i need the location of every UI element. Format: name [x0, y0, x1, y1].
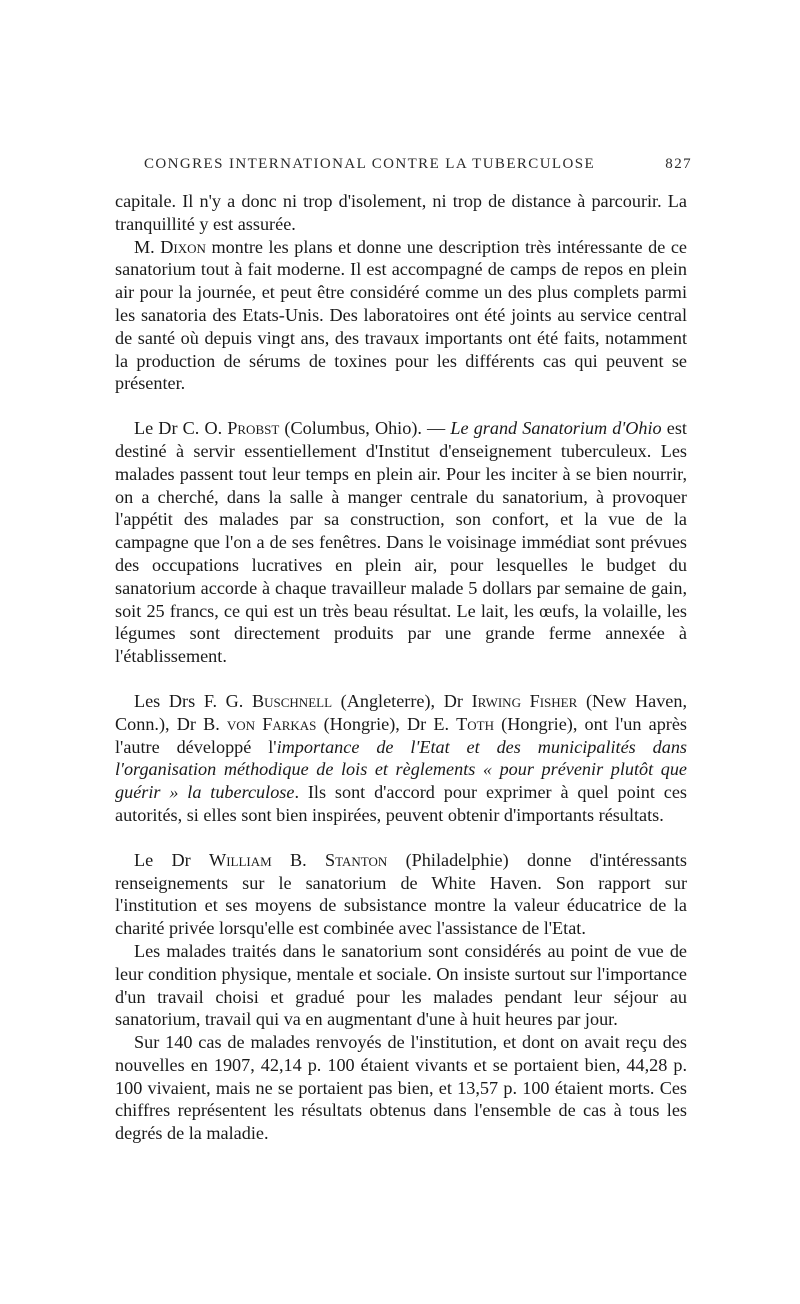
text-run: (Angleterre), Dr	[332, 690, 472, 711]
text-run: Le Dr	[134, 849, 210, 870]
paragraph-text: (Philadelphie) donne d'intéressants renseignements sur le sanatorium de White Haven. Son rapport sur l'institution et ses moyens de subsistance montre la valeur éducatrice de la charité privée lorsqu'elle est combinée avec l'assistance de l'Etat.	[115, 849, 687, 939]
paragraph-text: capitale. Il n'y a donc ni trop d'isolement, ni trop de distance à parcourir. La tranquillité y est assurée.	[115, 191, 687, 234]
paragraph-buschnell	[115, 690, 687, 827]
author-name-probst: Probst	[227, 418, 280, 439]
paragraph-malades	[115, 940, 687, 1031]
paper-title-ohio: Le grand Sanatorium d'Ohio	[450, 418, 662, 439]
running-header	[144, 156, 692, 173]
paragraph-dixon	[115, 236, 687, 396]
text-run: M.	[134, 236, 161, 257]
paragraph-continuation	[115, 190, 687, 236]
paragraph-probst	[115, 417, 687, 668]
paragraph-text: est destiné à servir essentiellement d'Institut d'enseignement tuberculeux. Les malades passent tout leur temps en plein air. Pour les inciter à se bien nourrir, on a cherché, dans la salle à manger centrale du sanatorium, à provoquer l'appétit des malades par sa construction, son confort, et la vue de la campagne que l'on a de ses fenêtres. Dans le voisinage immédiat sont prévues des occupations lucratives en plein air, pour lesquelles le budget du sanatorium accorde à chaque travailleur malade 5 dollars par semaine de gain, soit 25 francs, ce qui est un très beau résultat. Le lait, les œufs, la volaille, les légumes sont directement produits par une grande ferme annexée à l'établissement.	[115, 418, 687, 667]
text-run: (New Haven, Conn.), Dr B.	[115, 690, 687, 734]
running-title: CONGRES INTERNATIONAL CONTRE LA TUBERCULOSE	[144, 156, 596, 172]
paragraph-text: Les malades traités dans le sanatorium sont considérés au point de vue de leur condition physique, mentale et sociale. On insiste surtout sur l'importance d'un travail choisi et gradué pour les malades pendant leur séjour au sanatorium, travail qui va en augmentant d'une à huit heures par jour.	[115, 940, 687, 1030]
paragraph-text: . Ils sont d'accord pour exprimer à quel point ces autorités, si elles sont bien inspirées, peuvent obtenir d'importants résultats.	[115, 782, 687, 825]
paragraph-text: montre les plans et donne une description très intéressante de ce sanatorium tout à fait moderne. Il est accompagné de camps de repos en plein air pour la journée, et peut être considéré comme un des plus complets parmi les sanatoria des Etats-Unis. Des laboratoires ont été joints au service central de santé où depuis vingt ans, des travaux importants ont été faits, notamment la production de sérums de toxines pour les différents cas qui peuvent se présenter.	[115, 236, 687, 394]
text-run: (Columbus, Ohio). —	[279, 418, 451, 439]
text-run: (Hongrie), Dr E.	[316, 713, 457, 734]
author-name-buschnell: Buschnell	[252, 690, 333, 711]
paper-title-importance: importance de l'Etat et des municipalités dans l'organisation méthodique de lois et règlements « pour prévenir plutôt que guérir » la tuberculose	[115, 736, 688, 803]
author-name-stanton: William B. Stanton	[209, 849, 388, 870]
paragraph-stanton	[115, 849, 687, 940]
author-name-dixon: Dixon	[160, 236, 206, 257]
page-number: 827	[665, 156, 692, 172]
paragraph-text: Sur 140 cas de malades renvoyés de l'institution, et dont on avait reçu des nouvelles en 1907, 42,14 p. 100 étaient vivants et se portaient bien, 44,28 p. 100 vivaient, mais ne se portaient pas bien, et 13,57 p. 100 étaient morts. Ces chiffres représentent les résultats obtenus dans l'ensemble de cas à tous les degrés de la maladie.	[115, 1032, 687, 1144]
body-text	[115, 190, 687, 1145]
paragraph-statistics	[115, 1031, 687, 1145]
text-run: (Hongrie), ont l'un après l'autre développé l'	[115, 713, 687, 757]
text-run: Le Dr C. O.	[134, 418, 228, 439]
text-run: Les Drs F. G.	[134, 690, 252, 711]
author-name-toth: Toth	[456, 713, 494, 734]
author-name-farkas: von Farkas	[226, 713, 317, 734]
author-name-fisher: Irwing Fisher	[471, 690, 578, 711]
